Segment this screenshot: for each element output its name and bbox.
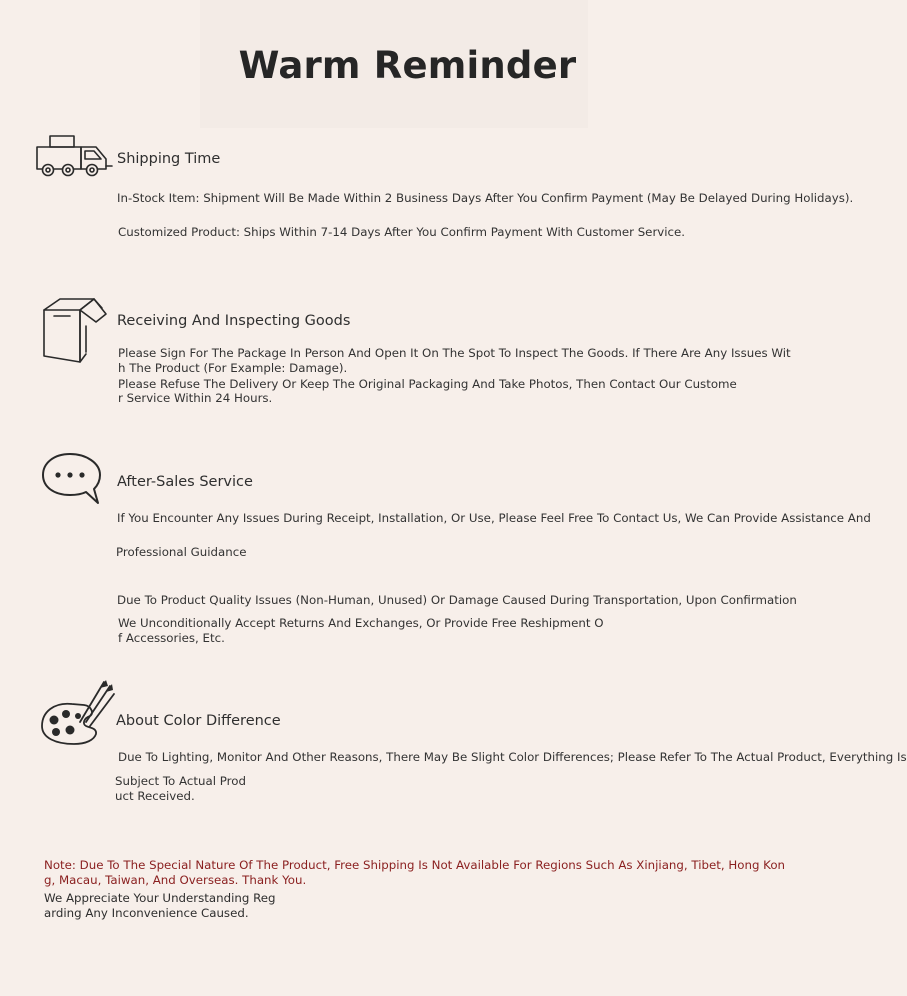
page-title: Warm Reminder	[238, 44, 577, 87]
after-sales-line-3: Due To Product Quality Issues (Non-Human, Unused) Or Damage Caused During Transportation, Upon Confirmation	[117, 593, 797, 607]
shipping-line-2: Customized Product: Ships Within 7-14 Days After You Confirm Payment With Customer Service.	[118, 225, 686, 239]
heading-color-difference: About Color Difference	[116, 713, 281, 729]
after-sales-line-4: We Unconditionally Accept Returns And Exchanges, Or Provide Free Reshipment O	[118, 616, 604, 630]
box-icon	[40, 296, 114, 366]
receiving-line-2: h The Product (For Example: Damage).	[118, 361, 348, 375]
shipping-line-1: In-Stock Item: Shipment Will Be Made Within 2 Business Days After You Confirm Payment (May Be Delayed During Holidays).	[117, 191, 854, 205]
heading-receiving: Receiving And Inspecting Goods	[117, 313, 351, 329]
palette-icon	[40, 676, 116, 746]
heading-after-sales: After-Sales Service	[117, 474, 253, 490]
note-line-2: g, Macau, Taiwan, And Overseas. Thank You.	[44, 873, 307, 887]
color-line-3: uct Received.	[115, 789, 195, 803]
note-line-4: arding Any Inconvenience Caused.	[44, 906, 249, 920]
receiving-line-4: r Service Within 24 Hours.	[118, 391, 273, 405]
color-line-2: Subject To Actual Prod	[115, 774, 246, 788]
heading-shipping-time: Shipping Time	[117, 151, 221, 167]
note-line-3: We Appreciate Your Understanding Reg	[44, 891, 276, 905]
after-sales-line-2: Professional Guidance	[116, 545, 247, 559]
color-line-1: Due To Lighting, Monitor And Other Reasons, There May Be Slight Color Differences; Please Refer To The Actual Product, Everything Is	[118, 750, 907, 764]
receiving-line-3: Please Refuse The Delivery Or Keep The Original Packaging And Take Photos, Then Contact Our Custome	[118, 377, 737, 391]
truck-icon	[34, 133, 116, 179]
receiving-line-1: Please Sign For The Package In Person And Open It On The Spot To Inspect The Goods. If There Are Any Issues Wit	[118, 346, 791, 360]
note-line-1: Note: Due To The Special Nature Of The Product, Free Shipping Is Not Available For Regions Such As Xinjiang, Tibet, Hong Kon	[44, 858, 786, 872]
after-sales-line-5: f Accessories, Etc.	[118, 631, 225, 645]
after-sales-line-1: If You Encounter Any Issues During Receipt, Installation, Or Use, Please Feel Free To Contact Us, We Can Provide Assistance And	[117, 511, 871, 525]
chat-bubble-icon	[40, 451, 104, 507]
